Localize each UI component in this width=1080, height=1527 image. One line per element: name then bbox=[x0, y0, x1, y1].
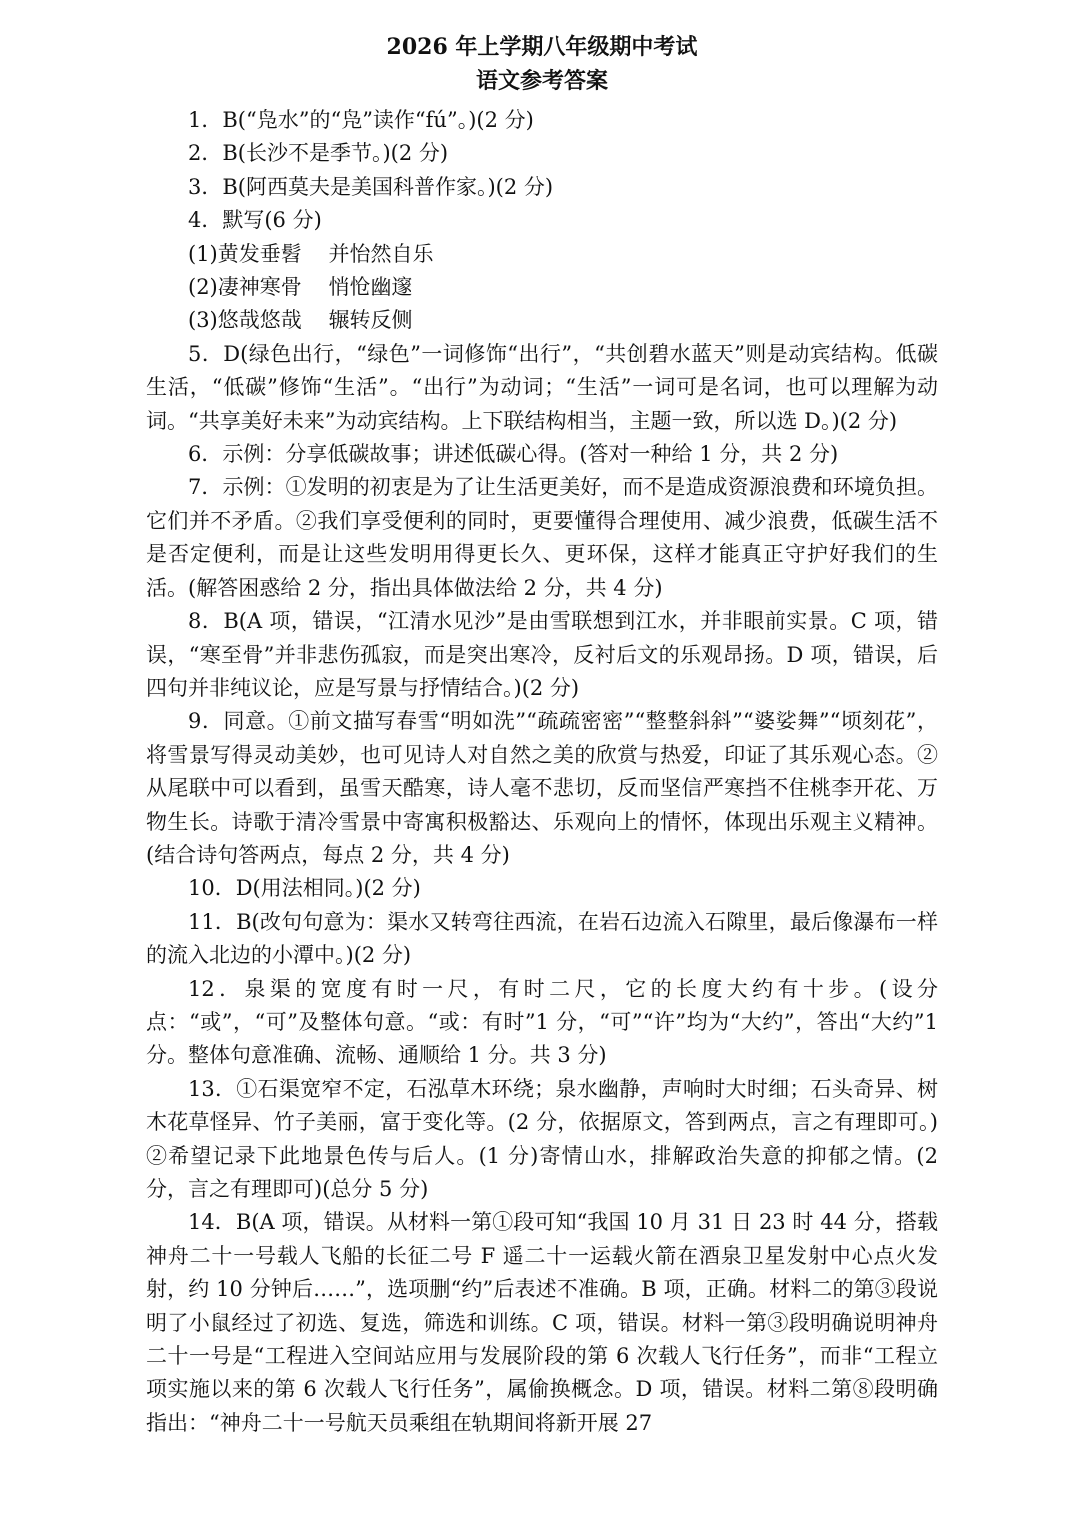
answer-item-4-part-2: (2)凄神寒骨 悄怆幽邃 bbox=[188, 275, 413, 300]
answer-item-14: 14．B(A 项，错误。从材料一第①段可知“我国 10 月 31 日 23 时 44 分，搭载神舟二十一号载人飞船的长征二号 F 遥二十一运载火箭在酒泉卫星发射中心点火发射，约 10 分钟后……”，选项删“约”后表述不准确。B 项，正确。材料二的第③段说明了小鼠经过了初选、复选，筛选和训练。C 项，错误。材料一第③段明确说明神舟二十一号是“工程进入空间站应用与发展阶段的第 6 次载人飞行任务”，而非“工程立项实施以来的第 6 次载人飞行任务”，属偷换概念。D 项，错误。材料二第⑧段明确指出：“神舟二十一号航天员乘组在轨期间将新开展 27 bbox=[146, 1210, 938, 1435]
answer-item-8: 8．B(A 项，错误，“江清水见沙”是由雪联想到江水，并非眼前实景。C 项，错误，“寒至骨”并非悲伤孤寂，而是突出寒冷，反衬后文的乐观昂扬。D 项，错误，后四句并非纯议论，应是写景与抒情结合。)(2 分) bbox=[146, 609, 938, 700]
answer-item-10: 10．D(用法相同。)(2 分) bbox=[188, 876, 421, 901]
answer-item-12: 12．泉渠的宽度有时一尺，有时二尺，它的长度大约有十步。(设分点：“或”，“可”及整体句意。“或：有时”1 分，“可”“许”均为“大约”，答出“大约”1 分。整体句意准确、流畅、通顺给 1 分。共 3 分) bbox=[146, 976, 938, 1068]
answer-item-3: 3．B(阿西莫夫是美国科普作家。)(2 分) bbox=[188, 174, 554, 199]
answer-sheet bbox=[146, 30, 938, 1440]
answer-item-5: 5．D(绿色出行，“绿色”一词修饰“出行”，“共创碧水蓝天”则是动宾结构。低碳生活，“低碳”修饰“生活”。“出行”为动词；“生活”一词可是名词，也可以理解为动词。“共享美好未来”为动宾结构。上下联结构相当，主题一致，所以选 D。)(2 分) bbox=[146, 341, 938, 433]
page-title: 2026 年上学期八年级期中考试 bbox=[386, 34, 698, 60]
answer-item-4: 4．默写(6 分) bbox=[188, 208, 322, 233]
answer-item-6: 6．示例：分享低碳故事；讲述低碳心得。(答对一种给 1 分，共 2 分) bbox=[188, 442, 839, 467]
answer-item-13: 13．①石渠宽窄不定，石泓草木环绕；泉水幽静，声响时大时细；石头奇异、树木花草怪异、竹子美丽，富于变化等。(2 分，依据原文，答到两点，言之有理即可。)②希望记录下此地景色传与后人。(1 分)寄情山水，排解政治失意的抑郁之情。(2 分，言之有理即可)(总分 5 分) bbox=[146, 1076, 938, 1201]
answer-item-2: 2．B(长沙不是季节。)(2 分) bbox=[188, 141, 449, 166]
answer-item-4-part-3: (3)悠哉悠哉 辗转反侧 bbox=[188, 308, 413, 333]
answer-item-7: 7．示例：①发明的初衷是为了让生活更美好，而不是造成资源浪费和环境负担。它们并不矛盾。②我们享受便利的同时，更要懂得合理使用、减少浪费，低碳生活不是否定便利，而是让这些发明用得更长久、更环保，这样才能真正守护好我们的生活。(解答困惑给 2 分，指出具体做法给 2 分，共 4 分) bbox=[146, 475, 938, 600]
answer-item-9: 9．同意。①前文描写春雪“明如洗”“疏疏密密”“整整斜斜”“婆娑舞”“顷刻花”，将雪景写得灵动美妙，也可见诗人对自然之美的欣赏与热爱，印证了其乐观心态。②从尾联中可以看到，虽雪天酷寒，诗人毫不悲切，反而坚信严寒挡不住桃李开花、万物生长。诗歌于清冷雪景中寄寓积极豁达、乐观向上的情怀，体现出乐观主义精神。(结合诗句答两点，每点 2 分，共 4 分) bbox=[146, 709, 938, 867]
answer-item-4-part-1: (1)黄发垂髫 并怡然自乐 bbox=[188, 241, 434, 266]
page-subtitle: 语文参考答案 bbox=[475, 68, 608, 94]
answer-item-1: 1．B(“凫水”的“凫”读作“fú”。)(2 分) bbox=[188, 108, 534, 132]
answer-list bbox=[146, 104, 938, 1440]
answer-item-11: 11．B(改句句意为：渠水又转弯往西流，在岩石边流入石隙里，最后像瀑布一样的流入北边的小潭中。)(2 分) bbox=[146, 909, 938, 968]
